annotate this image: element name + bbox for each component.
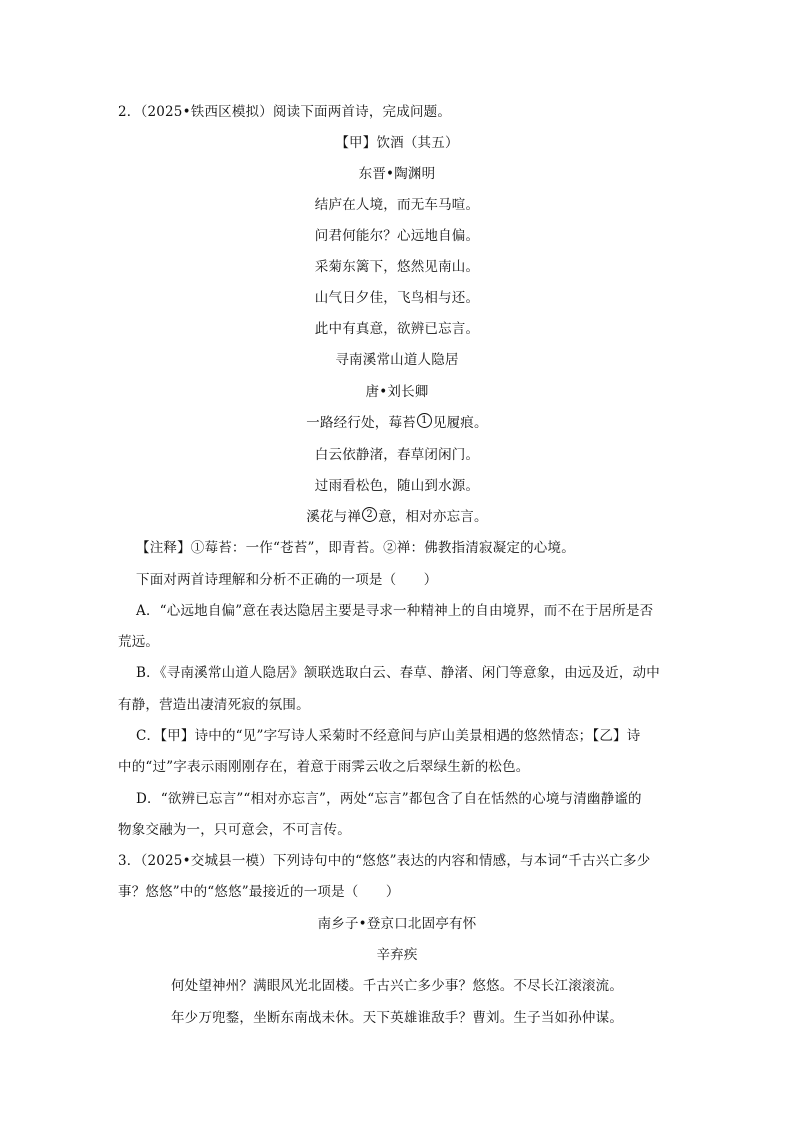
question-3-stem-line-1: 3．（2025•交城县一模）下列诗句中的“悠悠”表达的内容和情感，与本词“千古兴亡多少 [118,853,651,869]
poem-1-line: 此中有真意，欲辨已忘言。 [314,321,480,337]
poem-3-line: 何处望神州？满眼风光北固楼。千古兴亡多少事？悠悠。不尽长江滚滚流。 [170,978,624,994]
poem-1-line: 采菊东篱下，悠然见南山。 [314,259,480,275]
poem-2-title: 寻南溪常山道人隐居 [335,352,459,368]
question-2-prompt: 下面对两首诗理解和分析不正确的一项是（ ） [136,572,438,588]
poem-3-title: 南乡子•登京口北固亭有怀 [317,916,477,932]
poem-2-line [0,413,794,433]
poem-2-line [0,507,794,527]
poem-1-title: 【甲】饮酒（其五） [335,135,459,151]
question-2-stem: 2．（2025•铁西区模拟）阅读下面两首诗，完成问题。 [118,104,452,120]
poem-2-line-text: 意，相对亦忘言。 [378,509,488,525]
poem-2-line-text: 一路经行处，莓苔 [306,415,416,431]
option-a-line-2: 荒远。 [118,634,160,650]
option-b-line-2: 有静，营造出凄清死寂的氛围。 [118,697,310,713]
poem-2-line: 白云依静渚，春草闭闲门。 [314,447,480,463]
poem-1-line: 结庐在人境，而无车马喧。 [314,197,480,213]
poem-2-author: 唐•刘长卿 [365,384,429,400]
option-b-line-1: B．《寻南溪常山道人隐居》颔联选取白云、春草、静渚、闲门等意象，由远及近，动中 [136,665,660,681]
question-3-stem-line-2: 事？悠悠”中的“悠悠”最接近的一项是（ ） [118,884,400,900]
poem-3-line: 年少万兜鍪，坐断东南战未休。天下英雄谁敌手？曹刘。生子当如孙仲谋。 [170,1010,624,1026]
poem-2-line-text: 见履痕。 [432,415,488,431]
option-c-line-2: 中的“过”字表示雨刚刚存在，着意于雨霁云收之后翠绿生新的松色。 [118,759,530,775]
poem-2-line-text: 溪花与禅 [306,509,362,525]
option-a-line-1: A．“心远地自偏”意在表达隐居主要是寻求一种精神上的自由境界，而不在于居所是否 [136,603,654,619]
poem-3-author: 辛弃疾 [376,947,418,963]
poem-1-author: 东晋•陶渊明 [358,166,436,182]
poem-2-line: 过雨看松色，随山到水源。 [314,478,480,494]
option-d-line-1: D．“欲辨已忘言”“相对亦忘言”，两处“忘言”都包含了自在恬然的心境与清幽静谧的 [136,791,642,807]
annotation-note: 【注释】①莓苔：一作“苍苔”，即青苔。②禅：佛教指清寂凝定的心境。 [136,540,575,556]
poem-1-line: 山气日夕佳，飞鸟相与还。 [314,290,480,306]
footnote-mark-2: 2 [362,507,377,522]
poem-1-line: 问君何能尔？心远地自偏。 [314,228,480,244]
option-d-line-2: 物象交融为一，只可意会，不可言传。 [118,822,351,838]
option-c-line-1: C．【甲】诗中的“见”字写诗人采菊时不经意间与庐山美景相遇的悠然情态；【乙】诗 [136,728,641,744]
footnote-mark-1: 1 [417,413,432,428]
